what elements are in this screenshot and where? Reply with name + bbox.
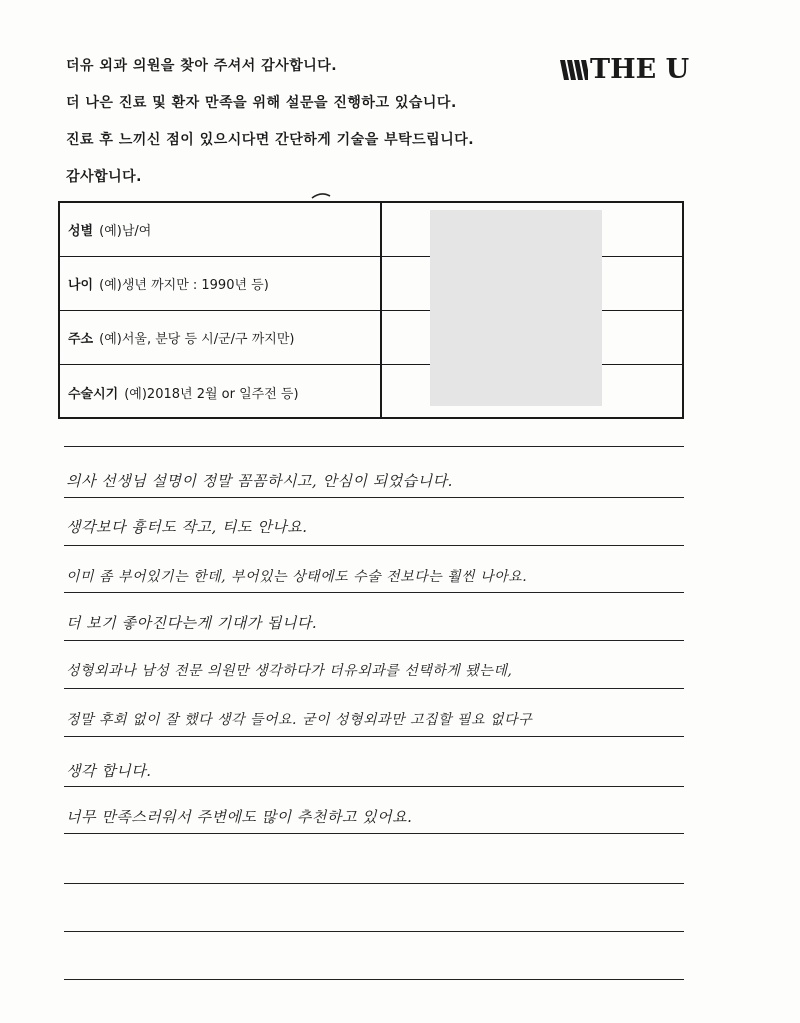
feedback-line-4: 더 보기 좋아진다는게 기대가 됩니다. bbox=[66, 614, 318, 632]
ruled-line bbox=[64, 640, 684, 641]
logo-text: THE U bbox=[590, 54, 690, 85]
clinic-logo bbox=[560, 56, 689, 84]
feedback-line-7: 생각 합니다. bbox=[66, 762, 152, 780]
address-row bbox=[60, 311, 382, 365]
gender-hint: (예)남/여 bbox=[99, 224, 152, 239]
ruled-line bbox=[64, 833, 684, 834]
feedback-line-6: 정말 후회 없이 잘 했다 생각 들어요. 굳이 성형외과만 고집할 필요 없다구 bbox=[66, 712, 533, 728]
gender-label: 성별 bbox=[68, 224, 94, 239]
feedback-line-3: 이미 좀 부어있기는 한데, 부어있는 상태에도 수술 전보다는 훨씬 나아요. bbox=[66, 569, 528, 585]
ruled-line bbox=[64, 979, 684, 980]
ruled-line bbox=[64, 497, 684, 498]
ruled-line bbox=[64, 688, 684, 689]
age-label: 나이 bbox=[68, 278, 94, 293]
ruled-line bbox=[64, 883, 684, 884]
feedback-line-8: 너무 만족스러워서 주변에도 많이 추천하고 있어요. bbox=[66, 808, 413, 826]
intro-line-3: 진료 후 느끼신 점이 있으시다면 간단하게 기술을 부탁드립니다. bbox=[66, 132, 475, 148]
stripe-mark-icon bbox=[560, 56, 588, 84]
redacted-area bbox=[430, 210, 602, 406]
ruled-line bbox=[64, 786, 684, 787]
ruled-line bbox=[64, 736, 684, 737]
age-row bbox=[60, 257, 382, 311]
feedback-line-1: 의사 선생님 설명이 정말 꼼꼼하시고, 안심이 되었습니다. bbox=[66, 472, 453, 490]
pen-mark bbox=[311, 190, 331, 200]
intro-text bbox=[66, 54, 566, 202]
ruled-line bbox=[64, 545, 684, 546]
age-hint: (예)생년 까지만 : 1990년 등) bbox=[99, 278, 269, 293]
surgery-date-hint: (예)2018년 2월 or 일주전 등) bbox=[124, 386, 299, 402]
ruled-line bbox=[64, 446, 684, 447]
address-label: 주소 bbox=[68, 332, 94, 347]
intro-line-1: 더유 외과 의원을 찾아 주셔서 감사합니다. bbox=[66, 58, 338, 74]
ruled-line bbox=[64, 931, 684, 932]
ruled-line bbox=[64, 592, 684, 593]
feedback-line-2: 생각보다 흉터도 작고, 티도 안나요. bbox=[66, 518, 308, 536]
surgery-date-label: 수술시기 bbox=[68, 386, 119, 402]
intro-line-4: 감사합니다. bbox=[66, 169, 142, 185]
gender-row bbox=[60, 203, 382, 257]
intro-line-2: 더 나은 진료 및 환자 만족을 위해 설문을 진행하고 있습니다. bbox=[66, 95, 457, 111]
surgery-date-row bbox=[60, 365, 382, 419]
feedback-line-5: 성형외과나 남성 전문 의원만 생각하다가 더유외과를 선택하게 됐는데, bbox=[66, 663, 513, 679]
address-hint: (예)서울, 분당 등 시/군/구 까지만) bbox=[99, 332, 295, 347]
